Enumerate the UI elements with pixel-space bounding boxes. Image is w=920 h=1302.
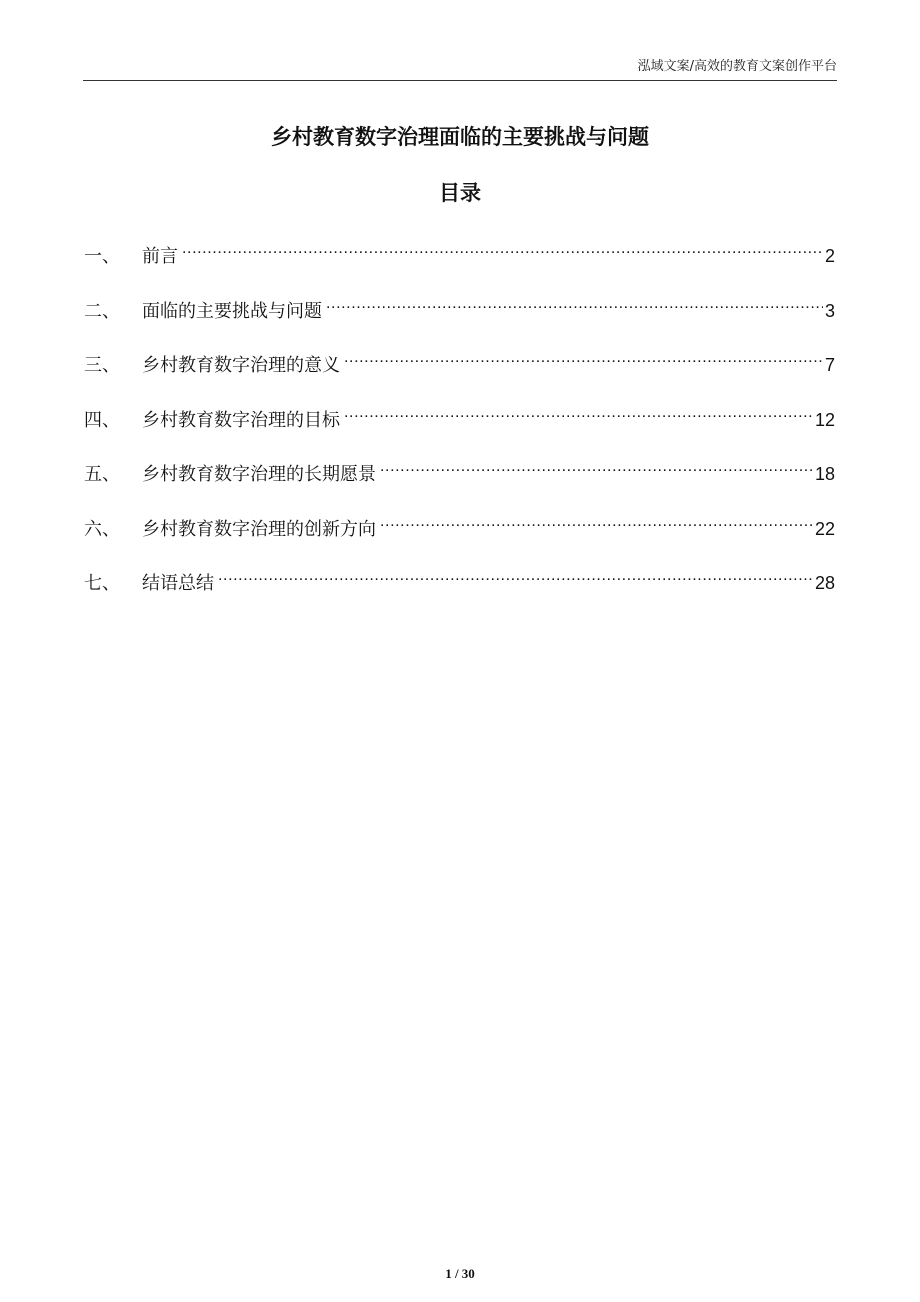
page-header: 泓域文案/高效的教育文案创作平台	[637, 59, 837, 74]
toc-entry-label[interactable]: 乡村教育数字治理的意义	[142, 355, 340, 376]
toc-entry-page[interactable]: 3	[824, 300, 835, 321]
toc-entry-page[interactable]: 7	[824, 355, 835, 375]
toc-entry-number: 二、	[84, 300, 120, 322]
table-of-contents	[84, 232, 835, 614]
toc-entry-page[interactable]: 2	[824, 246, 835, 266]
toc-entry-page[interactable]: 12	[814, 409, 835, 430]
toc-entry-label[interactable]: 结语总结	[142, 573, 214, 594]
toc-entry[interactable]	[84, 396, 835, 451]
toc-entry[interactable]	[84, 450, 835, 505]
page-number: 1 / 30	[445, 1266, 475, 1281]
toc-entry-number: 五、	[84, 464, 120, 485]
toc-entry[interactable]	[84, 341, 835, 396]
toc-entry-page[interactable]: 22	[814, 518, 835, 539]
toc-heading: 目录	[439, 181, 481, 205]
toc-entry-number: 七、	[84, 573, 120, 594]
document-title: 乡村教育数字治理面临的主要挑战与问题	[271, 125, 649, 149]
toc-entry-label[interactable]: 面临的主要挑战与问题	[142, 300, 322, 322]
toc-dot-leader	[218, 559, 813, 589]
toc-entry[interactable]	[84, 232, 835, 287]
toc-entry-label[interactable]: 乡村教育数字治理的长期愿景	[142, 464, 376, 485]
header-divider	[83, 80, 837, 81]
toc-entry-page[interactable]: 28	[814, 573, 835, 593]
toc-entry-label[interactable]: 乡村教育数字治理的目标	[142, 409, 340, 431]
toc-entry-number: 六、	[84, 518, 120, 540]
toc-entry-number: 一、	[84, 246, 120, 267]
toc-entry[interactable]	[84, 505, 835, 560]
toc-dot-leader	[380, 505, 813, 535]
toc-entry[interactable]	[84, 287, 835, 342]
toc-entry[interactable]	[84, 559, 835, 614]
toc-dot-leader	[326, 287, 823, 317]
toc-dot-leader	[182, 232, 823, 262]
toc-entry-number: 四、	[84, 409, 120, 431]
toc-dot-leader	[380, 450, 813, 480]
toc-entry-label[interactable]: 乡村教育数字治理的创新方向	[142, 518, 376, 540]
toc-dot-leader	[344, 341, 823, 371]
toc-entry-page[interactable]: 18	[814, 464, 835, 484]
toc-entry-label[interactable]: 前言	[142, 246, 178, 267]
toc-entry-number: 三、	[84, 355, 120, 376]
toc-dot-leader	[344, 396, 813, 426]
